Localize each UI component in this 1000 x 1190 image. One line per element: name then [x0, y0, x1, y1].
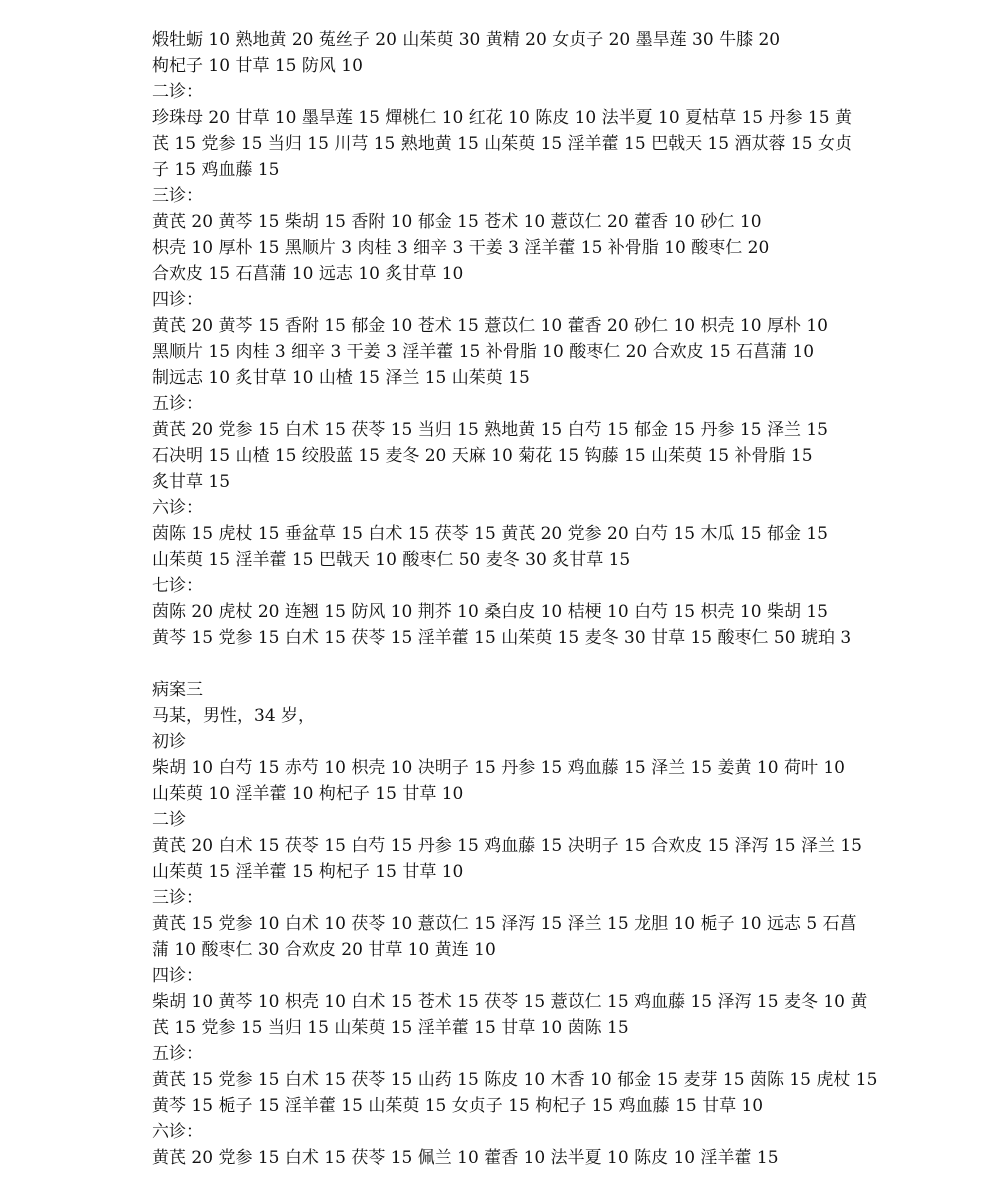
text-line: 黄芩 15 栀子 15 淫羊藿 15 山茱萸 15 女贞子 15 枸杞子 15 鸡血藤 15 甘草 10 — [152, 1096, 764, 1116]
text-line: 黄芪 15 党参 10 白术 10 茯苓 10 薏苡仁 15 泽泻 15 泽兰 15 龙胆 10 栀子 10 远志 5 石菖 — [152, 914, 857, 934]
text-line: 炙甘草 15 — [152, 472, 231, 492]
text-line: 煅牡蛎 10 熟地黄 20 菟丝子 20 山茱萸 30 黄精 20 女贞子 20 墨旱莲 30 牛膝 20 — [152, 30, 781, 50]
text-line: 茵陈 20 虎杖 20 连翘 15 防风 10 荆芥 10 桑白皮 10 桔梗 10 白芍 15 枳壳 10 柴胡 15 — [152, 602, 828, 622]
text-line: 病案三 — [152, 680, 203, 700]
text-line: 蒲 10 酸枣仁 30 合欢皮 20 甘草 10 黄连 10 — [152, 940, 496, 960]
text-line: 黄芪 20 黄芩 15 香附 15 郁金 10 苍术 15 薏苡仁 10 藿香 20 砂仁 10 枳壳 10 厚朴 10 — [152, 316, 828, 336]
text-line: 五诊： — [152, 1044, 203, 1064]
text-line: 七诊： — [152, 576, 203, 596]
text-line: 黄芪 20 黄芩 15 柴胡 15 香附 10 郁金 15 苍术 10 薏苡仁 20 藿香 10 砂仁 10 — [152, 212, 762, 232]
text-line: 六诊： — [152, 498, 203, 518]
text-line: 柴胡 10 白芍 15 赤芍 10 枳壳 10 决明子 15 丹参 15 鸡血藤 15 泽兰 15 姜黄 10 荷叶 10 — [152, 758, 845, 778]
text-line: 珍珠母 20 甘草 10 墨旱莲 15 燀桃仁 10 红花 10 陈皮 10 法半夏 10 夏枯草 15 丹参 15 黄 — [152, 108, 852, 128]
text-line: 二诊 — [152, 810, 186, 830]
text-line: 子 15 鸡血藤 15 — [152, 160, 280, 180]
text-line: 制远志 10 炙甘草 10 山楂 15 泽兰 15 山茱萸 15 — [152, 368, 530, 388]
text-line: 五诊： — [152, 394, 203, 414]
text-line: 茵陈 15 虎杖 15 垂盆草 15 白术 15 茯苓 15 黄芪 20 党参 20 白芍 15 木瓜 15 郁金 15 — [152, 524, 828, 544]
text-line: 三诊： — [152, 186, 203, 206]
text-line: 四诊： — [152, 290, 203, 310]
text-line: 黄芪 20 党参 15 白术 15 茯苓 15 佩兰 10 藿香 10 法半夏 10 陈皮 10 淫羊藿 15 — [152, 1148, 779, 1168]
text-line: 黄芪 20 党参 15 白术 15 茯苓 15 当归 15 熟地黄 15 白芍 15 郁金 15 丹参 15 泽兰 15 — [152, 420, 828, 440]
document-page — [152, 27, 878, 1171]
blank-line — [152, 651, 872, 677]
text-line: 山茱萸 15 淫羊藿 15 巴戟天 10 酸枣仁 50 麦冬 30 炙甘草 15 — [152, 550, 631, 570]
text-line: 枸杞子 10 甘草 15 防风 10 — [152, 56, 363, 76]
text-line: 山茱萸 10 淫羊藿 10 枸杞子 15 甘草 10 — [152, 784, 464, 804]
text-line: 柴胡 10 黄芩 10 枳壳 10 白术 15 苍术 15 茯苓 15 薏苡仁 15 鸡血藤 15 泽泻 15 麦冬 10 黄 — [152, 992, 868, 1012]
text-line: 黄芩 15 党参 15 白术 15 茯苓 15 淫羊藿 15 山茱萸 15 麦冬 30 甘草 15 酸枣仁 50 琥珀 3 — [152, 628, 852, 648]
text-line: 二诊： — [152, 82, 203, 102]
text-line: 黄芪 20 白术 15 茯苓 15 白芍 15 丹参 15 鸡血藤 15 决明子 15 合欢皮 15 泽泻 15 泽兰 15 — [152, 836, 862, 856]
text-line: 四诊： — [152, 966, 203, 986]
text-line: 芪 15 党参 15 当归 15 山茱萸 15 淫羊藿 15 甘草 10 茵陈 15 — [152, 1018, 629, 1038]
text-line: 初诊 — [152, 732, 186, 752]
text-line: 枳壳 10 厚朴 15 黑顺片 3 肉桂 3 细辛 3 干姜 3 淫羊藿 15 补骨脂 10 酸枣仁 20 — [152, 238, 770, 258]
text-line: 合欢皮 15 石菖蒲 10 远志 10 炙甘草 10 — [152, 264, 464, 284]
text-line: 三诊： — [152, 888, 203, 908]
text-line: 山茱萸 15 淫羊藿 15 枸杞子 15 甘草 10 — [152, 862, 464, 882]
text-line: 马某，男性，34 岁， — [152, 706, 316, 726]
text-line: 石决明 15 山楂 15 绞股蓝 15 麦冬 20 天麻 10 菊花 15 钩藤 15 山茱萸 15 补骨脂 15 — [152, 446, 813, 466]
text-line: 芪 15 党参 15 当归 15 川芎 15 熟地黄 15 山茱萸 15 淫羊藿 15 巴戟天 15 酒苁蓉 15 女贞 — [152, 134, 852, 154]
text-line: 六诊： — [152, 1122, 203, 1142]
text-line: 黄芪 15 党参 15 白术 15 茯苓 15 山药 15 陈皮 10 木香 10 郁金 15 麦芽 15 茵陈 15 虎杖 15 — [152, 1070, 878, 1090]
text-line: 黑顺片 15 肉桂 3 细辛 3 干姜 3 淫羊藿 15 补骨脂 10 酸枣仁 20 合欢皮 15 石菖蒲 10 — [152, 342, 815, 362]
